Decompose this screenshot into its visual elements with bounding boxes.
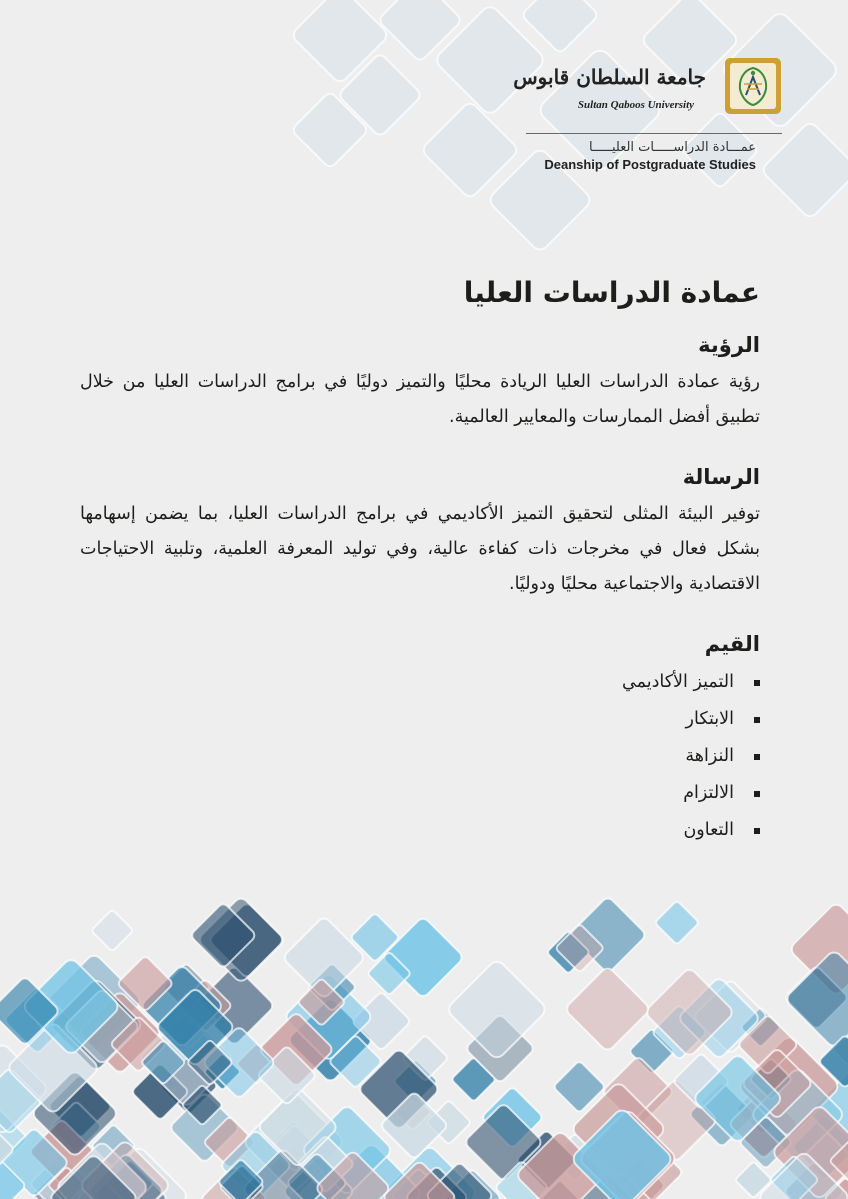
- vision-section: [80, 333, 760, 435]
- values-heading: القيم: [704, 632, 760, 656]
- values-section: [80, 632, 760, 849]
- main-content: [80, 276, 760, 879]
- deanship-name-ar: عمـــادة الدراســـــات العليـــــا: [588, 140, 756, 155]
- list-item: الابتكار: [80, 701, 760, 738]
- values-list: [80, 664, 760, 849]
- list-item: الالتزام: [80, 775, 760, 812]
- list-item: التميز الأكاديمي: [80, 664, 760, 701]
- list-item: النزاهة: [80, 738, 760, 775]
- university-name-ar: جامعة السلطان قابوس: [513, 65, 706, 89]
- vision-heading: الرؤية: [698, 333, 760, 357]
- decorative-diamond: [655, 900, 700, 945]
- page-title: عمادة الدراسات العليا: [463, 276, 760, 309]
- decorative-diamond: [91, 909, 133, 951]
- decorative-diamond: [564, 966, 651, 1053]
- list-item: التعاون: [80, 812, 760, 849]
- mission-text: توفير البيئة المثلى لتحقيق التميز الأكاديمي في برامج الدراسات العليا، بما يضمن إسهامها بشكل فعال في مخرجات ذات كفاءة عالية، وفي توليد المعرفة العلمية، وتلبية الاحتياجات الاقتصادية والاجتماعية محليًا ودوليًا.: [80, 504, 760, 594]
- vision-text: رؤية عمادة الدراسات العليا الريادة محليًا والتميز دوليًا في برامج الدراسات العليا من خلال تطبيق أفضل الممارسات والمعايير العالمية.: [80, 372, 760, 427]
- university-name-en: Sultan Qaboos University: [577, 99, 695, 111]
- mission-heading: الرسالة: [682, 465, 760, 489]
- mission-section: [80, 465, 760, 602]
- header-divider: [526, 133, 782, 134]
- deanship-name-en: Deanship of Postgraduate Studies: [544, 157, 756, 172]
- university-crest-icon: [722, 55, 784, 117]
